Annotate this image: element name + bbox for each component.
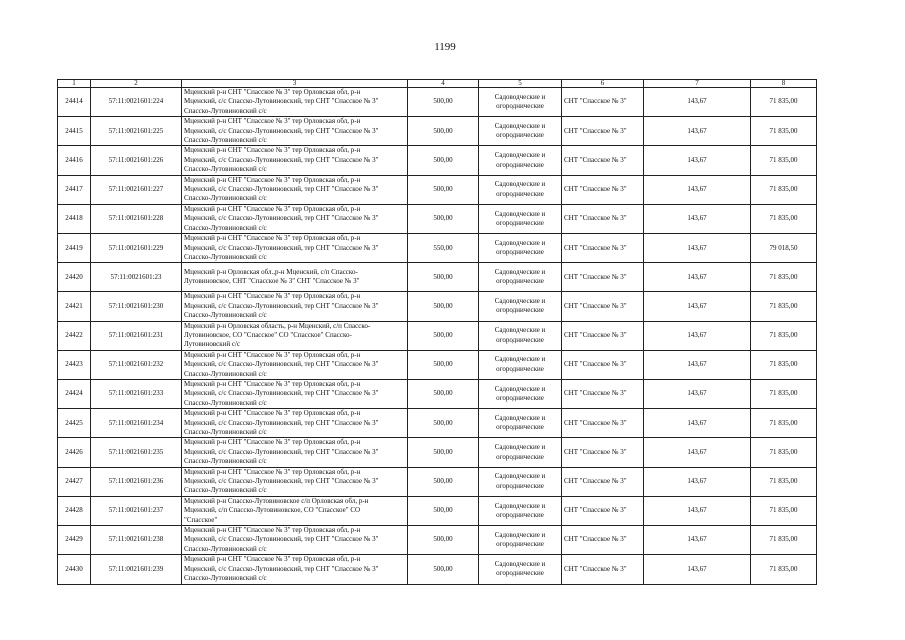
address-line: Мценский р-н Орловская обл.,р-н Мценский, с/п Спасско- <box>184 267 358 276</box>
owner-cell: СНТ "Спасское № 3" <box>562 496 644 525</box>
land-use-cell: Садоводческие и огороднические <box>479 526 562 555</box>
address-cell <box>182 204 408 233</box>
cadastral-value-cell: 79 018,50 <box>751 234 817 263</box>
address-line: Мценский р-н Орловская область, р-н Мценский, с/п Спасско- <box>184 321 371 330</box>
table-row <box>58 526 817 555</box>
address-line: Мценский, с/с Спасско-Лутовиновский, тер СНТ "Спасское № 3" <box>184 214 379 223</box>
address-line: Спасско-Лутовиновский с/с <box>184 223 267 232</box>
address-line: Спасско-Лутовиновский с/с <box>184 369 267 378</box>
record-id-cell: 24430 <box>58 555 91 584</box>
cadastral-value-cell: 71 835,00 <box>751 526 817 555</box>
cadastral-number-cell: 57:11:0021601:226 <box>91 146 182 175</box>
record-id-cell: 24423 <box>58 350 91 379</box>
address-cell <box>182 321 408 350</box>
column-header-6: 6 <box>562 80 644 88</box>
rate-cell: 143,67 <box>644 263 751 292</box>
area-cell: 500,00 <box>408 88 479 117</box>
address-line: Мценский р-н СНТ "Спасское № 3" тер Орловская обл, р-н <box>184 117 361 126</box>
land-use-cell: Садоводческие и огороднические <box>479 204 562 233</box>
record-id-cell: 24417 <box>58 175 91 204</box>
cadastral-value-cell: 71 835,00 <box>751 438 817 467</box>
address-line: Мценский, с/с Спасско-Лутовиновский, тер СНТ "Спасское № 3" <box>184 360 379 369</box>
cadastral-value-cell: 71 835,00 <box>751 321 817 350</box>
table-row <box>58 321 817 350</box>
cadastral-number-cell: 57:11:0021601:239 <box>91 555 182 584</box>
rate-cell: 143,67 <box>644 467 751 496</box>
cadastral-number-cell: 57:11:0021601:225 <box>91 117 182 146</box>
address-line: Мценский р-н СНТ "Спасское № 3" тер Орловская обл, р-н <box>184 526 361 535</box>
owner-cell: СНТ "Спасское № 3" <box>562 467 644 496</box>
address-line: Мценский, с/с Спасско-Лутовиновский, тер СНТ "Спасское № 3" <box>184 243 379 252</box>
record-id-cell: 24422 <box>58 321 91 350</box>
address-line: Лутовиновское, СО "Спасское" СО "Спасское" Спасско- <box>184 330 352 339</box>
land-use-cell: Садоводческие и огороднические <box>479 496 562 525</box>
area-cell: 500,00 <box>408 409 479 438</box>
address-cell <box>182 526 408 555</box>
owner-cell: СНТ "Спасское № 3" <box>562 379 644 408</box>
cadastral-value-cell: 71 835,00 <box>751 117 817 146</box>
address-line: Мценский р-н СНТ "Спасское № 3" тер Орловская обл, р-н <box>184 204 361 213</box>
cadastral-number-cell: 57:11:0021601:234 <box>91 409 182 438</box>
land-use-cell: Садоводческие и огороднические <box>479 321 562 350</box>
rate-cell: 143,67 <box>644 321 751 350</box>
address-line: "Спасское" <box>184 515 218 524</box>
rate-cell: 143,67 <box>644 204 751 233</box>
table-row <box>58 204 817 233</box>
column-header-5: 5 <box>479 80 562 88</box>
rate-cell: 143,67 <box>644 496 751 525</box>
address-line: Мценский р-н СНТ "Спасское № 3" тер Орловская обл, р-н <box>184 146 361 155</box>
rate-cell: 143,67 <box>644 292 751 321</box>
rate-cell: 143,67 <box>644 350 751 379</box>
cadastral-value-cell: 71 835,00 <box>751 204 817 233</box>
address-line: Мценский, с/с Спасско-Лутовиновский, тер СНТ "Спасское № 3" <box>184 564 379 573</box>
table-row <box>58 234 817 263</box>
cadastral-value-cell: 71 835,00 <box>751 379 817 408</box>
cadastral-value-cell: 71 835,00 <box>751 350 817 379</box>
land-use-cell: Садоводческие и огороднические <box>479 234 562 263</box>
land-use-cell: Садоводческие и огороднические <box>479 379 562 408</box>
address-line: Мценский р-н Спасско-Лутовиновское с/п Орловская обл, р-н <box>184 496 369 505</box>
address-line: Мценский, с/п Спасско-Лутовиновское, СО "Спасское" СО <box>184 506 361 515</box>
land-use-cell: Садоводческие и огороднические <box>479 292 562 321</box>
table-row <box>58 350 817 379</box>
area-cell: 500,00 <box>408 555 479 584</box>
column-header-8: 8 <box>751 80 817 88</box>
address-cell <box>182 555 408 584</box>
owner-cell: СНТ "Спасское № 3" <box>562 409 644 438</box>
address-cell <box>182 88 408 117</box>
area-cell: 500,00 <box>408 204 479 233</box>
cadastral-value-cell: 71 835,00 <box>751 263 817 292</box>
record-id-cell: 24426 <box>58 438 91 467</box>
land-use-cell: Садоводческие и огороднические <box>479 350 562 379</box>
cadastral-value-cell: 71 835,00 <box>751 88 817 117</box>
address-line: Спасско-Лутовиновский с/с <box>184 486 267 495</box>
cadastral-number-cell: 57:11:0021601:231 <box>91 321 182 350</box>
address-cell <box>182 467 408 496</box>
area-cell: 500,00 <box>408 175 479 204</box>
address-line: Спасско-Лутовиновский с/с <box>184 544 267 553</box>
owner-cell: СНТ "Спасское № 3" <box>562 438 644 467</box>
owner-cell: СНТ "Спасское № 3" <box>562 234 644 263</box>
rate-cell: 143,67 <box>644 175 751 204</box>
address-cell <box>182 263 408 292</box>
table-row <box>58 496 817 525</box>
record-id-cell: 24427 <box>58 467 91 496</box>
cadastral-number-cell: 57:11:0021601:238 <box>91 526 182 555</box>
record-id-cell: 24425 <box>58 409 91 438</box>
address-line: Спасско-Лутовиновский с/с <box>184 136 267 145</box>
cadastral-number-cell: 57:11:0021601:23 <box>91 263 182 292</box>
land-use-cell: Садоводческие и огороднические <box>479 117 562 146</box>
header-row <box>58 80 817 88</box>
cadastral-value-cell: 71 835,00 <box>751 555 817 584</box>
table-row <box>58 379 817 408</box>
land-use-cell: Садоводческие и огороднические <box>479 88 562 117</box>
address-line: Мценский, с/с Спасско-Лутовиновский, тер СНТ "Спасское № 3" <box>184 447 379 456</box>
address-line: Мценский, с/с Спасско-Лутовиновский, тер СНТ "Спасское № 3" <box>184 126 379 135</box>
address-cell <box>182 350 408 379</box>
owner-cell: СНТ "Спасское № 3" <box>562 117 644 146</box>
column-header-1: 1 <box>58 80 91 88</box>
cadastral-number-cell: 57:11:0021601:233 <box>91 379 182 408</box>
record-id-cell: 24428 <box>58 496 91 525</box>
cadastral-value-cell: 71 835,00 <box>751 146 817 175</box>
column-header-7: 7 <box>644 80 751 88</box>
owner-cell: СНТ "Спасское № 3" <box>562 146 644 175</box>
area-cell: 500,00 <box>408 379 479 408</box>
address-line: Мценский р-н СНТ "Спасское № 3" тер Орловская обл, р-н <box>184 175 361 184</box>
record-id-cell: 24418 <box>58 204 91 233</box>
address-line: Мценский, с/с Спасско-Лутовиновский, тер СНТ "Спасское № 3" <box>184 185 379 194</box>
record-id-cell: 24414 <box>58 88 91 117</box>
area-cell: 500,00 <box>408 467 479 496</box>
rate-cell: 143,67 <box>644 88 751 117</box>
record-id-cell: 24424 <box>58 379 91 408</box>
owner-cell: СНТ "Спасское № 3" <box>562 526 644 555</box>
table-row <box>58 555 817 584</box>
address-line: Мценский р-н СНТ "Спасское № 3" тер Орловская обл, р-н <box>184 88 361 96</box>
land-use-cell: Садоводческие и огороднические <box>479 467 562 496</box>
address-line: Лутовиновский с/с <box>184 340 241 349</box>
land-use-cell: Садоводческие и огороднические <box>479 146 562 175</box>
address-line: Спасско-Лутовиновский с/с <box>184 165 267 174</box>
table-row <box>58 438 817 467</box>
table-row <box>58 146 817 175</box>
rate-cell: 143,67 <box>644 117 751 146</box>
address-cell <box>182 292 408 321</box>
cadastral-number-cell: 57:11:0021601:224 <box>91 88 182 117</box>
owner-cell: СНТ "Спасское № 3" <box>562 555 644 584</box>
address-line: Спасско-Лутовиновский с/с <box>184 457 267 466</box>
cadastral-value-cell: 71 835,00 <box>751 292 817 321</box>
address-line: Мценский, с/с Спасско-Лутовиновский, тер СНТ "Спасское № 3" <box>184 389 379 398</box>
address-line: Мценский, с/с Спасско-Лутовиновский, тер СНТ "Спасское № 3" <box>184 155 379 164</box>
table-row <box>58 409 817 438</box>
address-line: Мценский р-н СНТ "Спасское № 3" тер Орловская обл, р-н <box>184 379 361 388</box>
cadastral-number-cell: 57:11:0021601:235 <box>91 438 182 467</box>
area-cell: 500,00 <box>408 263 479 292</box>
land-use-cell: Садоводческие и огороднические <box>479 175 562 204</box>
area-cell: 500,00 <box>408 496 479 525</box>
address-cell <box>182 146 408 175</box>
cadastral-number-cell: 57:11:0021601:236 <box>91 467 182 496</box>
cadastral-number-cell: 57:11:0021601:232 <box>91 350 182 379</box>
record-id-cell: 24415 <box>58 117 91 146</box>
area-cell: 500,00 <box>408 292 479 321</box>
address-cell <box>182 117 408 146</box>
address-line: Спасско-Лутовиновский с/с <box>184 252 267 261</box>
area-cell: 500,00 <box>408 146 479 175</box>
record-id-cell: 24429 <box>58 526 91 555</box>
owner-cell: СНТ "Спасское № 3" <box>562 263 644 292</box>
area-cell: 500,00 <box>408 321 479 350</box>
land-use-cell: Садоводческие и огороднические <box>479 438 562 467</box>
cadastral-value-cell: 71 835,00 <box>751 467 817 496</box>
address-line: Мценский, с/с Спасско-Лутовиновский, тер СНТ "Спасское № 3" <box>184 97 379 106</box>
address-line: Мценский р-н СНТ "Спасское № 3" тер Орловская обл, р-н <box>184 234 361 243</box>
rate-cell: 143,67 <box>644 234 751 263</box>
address-line: Спасско-Лутовиновский с/с <box>184 428 267 436</box>
owner-cell: СНТ "Спасское № 3" <box>562 175 644 204</box>
area-cell: 500,00 <box>408 350 479 379</box>
address-line: Мценский р-н СНТ "Спасское № 3" тер Орловская обл, р-н <box>184 409 361 418</box>
land-registry-table <box>57 79 817 585</box>
area-cell: 500,00 <box>408 117 479 146</box>
address-line: Мценский р-н СНТ "Спасское № 3" тер Орловская обл, р-н <box>184 350 361 359</box>
owner-cell: СНТ "Спасское № 3" <box>562 292 644 321</box>
address-line: Мценский р-н СНТ "Спасское № 3" тер Орловская обл, р-н <box>184 438 361 447</box>
table-row <box>58 175 817 204</box>
column-header-4: 4 <box>408 80 479 88</box>
cadastral-number-cell: 57:11:0021601:230 <box>91 292 182 321</box>
area-cell: 500,00 <box>408 526 479 555</box>
owner-cell: СНТ "Спасское № 3" <box>562 204 644 233</box>
record-id-cell: 24419 <box>58 234 91 263</box>
address-line: Спасско-Лутовиновский с/с <box>184 574 267 583</box>
address-line: Мценский, с/с Спасско-Лутовиновский, тер СНТ "Спасское № 3" <box>184 301 379 310</box>
record-id-cell: 24420 <box>58 263 91 292</box>
owner-cell: СНТ "Спасское № 3" <box>562 321 644 350</box>
cadastral-number-cell: 57:11:0021601:228 <box>91 204 182 233</box>
rate-cell: 143,67 <box>644 438 751 467</box>
table-row <box>58 263 817 292</box>
record-id-cell: 24416 <box>58 146 91 175</box>
table-body <box>58 88 817 585</box>
address-line: Мценский, с/с Спасско-Лутовиновский, тер СНТ "Спасское № 3" <box>184 535 379 544</box>
rate-cell: 143,67 <box>644 526 751 555</box>
address-cell <box>182 496 408 525</box>
cadastral-number-cell: 57:11:0021601:227 <box>91 175 182 204</box>
address-cell <box>182 438 408 467</box>
owner-cell: СНТ "Спасское № 3" <box>562 88 644 117</box>
address-line: Спасско-Лутовиновский с/с <box>184 398 267 407</box>
address-cell <box>182 409 408 438</box>
table-row <box>58 88 817 117</box>
address-cell <box>182 234 408 263</box>
cadastral-value-cell: 71 835,00 <box>751 175 817 204</box>
owner-cell: СНТ "Спасское № 3" <box>562 350 644 379</box>
land-use-cell: Садоводческие и огороднические <box>479 263 562 292</box>
table-row <box>58 467 817 496</box>
rate-cell: 143,67 <box>644 146 751 175</box>
address-line: Мценский р-н СНТ "Спасское № 3" тер Орловская обл, р-н <box>184 467 361 476</box>
cadastral-value-cell: 71 835,00 <box>751 409 817 438</box>
area-cell: 550,00 <box>408 234 479 263</box>
land-use-cell: Садоводческие и огороднические <box>479 409 562 438</box>
address-cell <box>182 175 408 204</box>
address-line: Спасско-Лутовиновский с/с <box>184 106 267 115</box>
cadastral-number-cell: 57:11:0021601:237 <box>91 496 182 525</box>
rate-cell: 143,67 <box>644 555 751 584</box>
area-cell: 500,00 <box>408 438 479 467</box>
table-row <box>58 117 817 146</box>
address-line: Мценский р-н СНТ "Спасское № 3" тер Орловская обл, р-н <box>184 555 361 564</box>
address-line: Мценский р-н СНТ "Спасское № 3" тер Орловская обл, р-н <box>184 292 361 301</box>
address-line: Спасско-Лутовиновский с/с <box>184 194 267 203</box>
address-line: Лутовиновское, СНТ "Спасское № 3" СНТ "Спасское № 3" <box>184 277 360 286</box>
rate-cell: 143,67 <box>644 409 751 438</box>
cadastral-value-cell: 71 835,00 <box>751 496 817 525</box>
address-cell <box>182 379 408 408</box>
address-line: Мценский, с/с Спасско-Лутовиновский, тер СНТ "Спасское № 3" <box>184 418 379 427</box>
column-header-2: 2 <box>91 80 182 88</box>
address-line: Мценский, с/с Спасско-Лутовиновский, тер СНТ "Спасское № 3" <box>184 477 379 486</box>
record-id-cell: 24421 <box>58 292 91 321</box>
land-use-cell: Садоводческие и огороднические <box>479 555 562 584</box>
page-number: 1199 <box>434 41 456 53</box>
cadastral-number-cell: 57:11:0021601:229 <box>91 234 182 263</box>
address-line: Спасско-Лутовиновский с/с <box>184 311 267 320</box>
column-header-3: 3 <box>182 80 408 88</box>
table-row <box>58 292 817 321</box>
rate-cell: 143,67 <box>644 379 751 408</box>
